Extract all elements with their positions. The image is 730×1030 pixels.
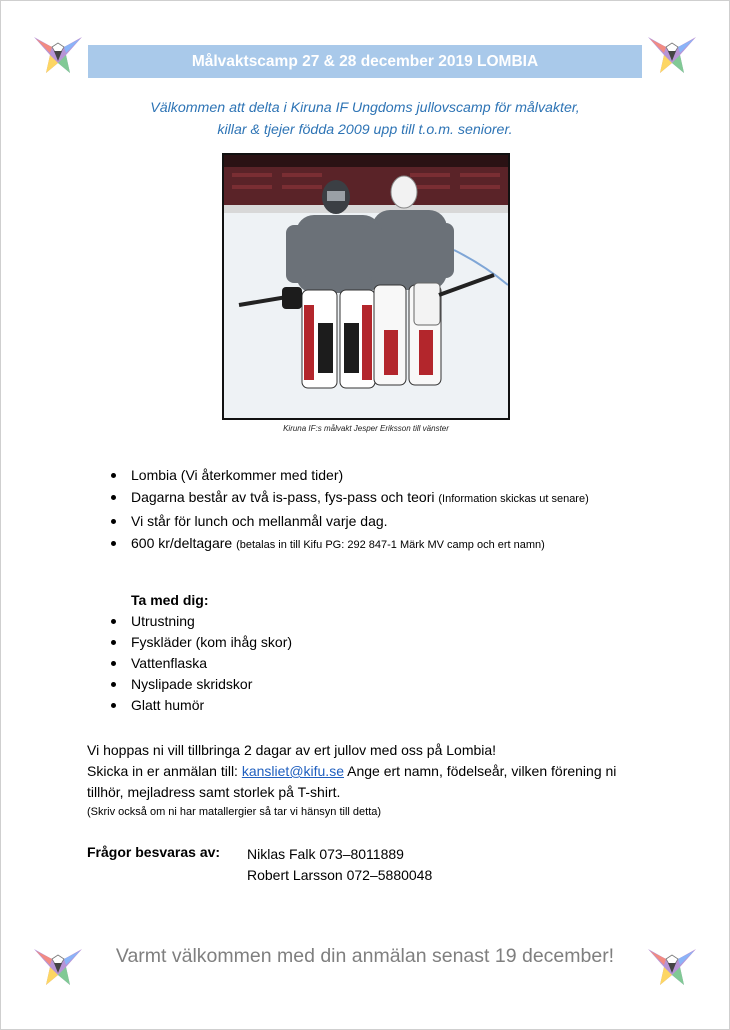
wolf-logo-icon xyxy=(644,945,700,991)
contacts-list xyxy=(247,844,432,886)
goalkeepers-photo xyxy=(222,153,510,420)
list-item: Vi står för lunch och mellanmål varje dag. xyxy=(111,511,641,532)
footer-text: Varmt välkommen med din anmälan senast 19 december! xyxy=(115,945,615,967)
contact-person: Robert Larsson 072–5880048 xyxy=(247,867,433,883)
welcome-line: Välkommen att delta i Kiruna IF Ungdoms jullovscamp för målvakter, xyxy=(150,100,580,116)
info-list xyxy=(111,465,641,557)
photo-caption: Kiruna IF:s målvakt Jesper Eriksson till vänster xyxy=(283,424,449,433)
wolf-logo-icon xyxy=(30,945,86,991)
wolf-logo-icon xyxy=(30,33,86,79)
contacts-label: Frågor besvaras av: xyxy=(87,844,221,860)
wolf-logo-icon xyxy=(644,33,700,79)
list-item: Lombia (Vi återkommer med tider) xyxy=(111,465,641,486)
list-item: Utrustning xyxy=(111,611,411,632)
list-item: Dagarna består av två is-pass, fys-pass och teori (Information skickas ut senare) xyxy=(111,487,641,510)
list-item: Fyskläder (kom ihåg skor) xyxy=(111,632,411,653)
list-item: Nyslipade skridskor xyxy=(111,674,411,695)
bring-list xyxy=(111,611,411,716)
list-item: Vattenflaska xyxy=(111,653,411,674)
bring-heading: Ta med dig: xyxy=(131,592,209,608)
contact-person: Niklas Falk 073–8011889 xyxy=(247,846,404,862)
page-title: Målvaktscamp 27 & 28 december 2019 LOMBIA xyxy=(88,45,642,78)
list-item: 600 kr/deltagare (betalas in till Kifu PG: 292 847-1 Märk MV camp och ert namn) xyxy=(111,533,641,556)
welcome-text xyxy=(60,97,670,141)
closing-paragraph: Vi hoppas ni vill tillbringa 2 dagar av ert jullov med oss på Lombia! Skicka in er anmälan till: kansliet@kifu.se Ange ert namn, födelseår, vilken förening ni tillhör, mejladress samt storlek på T-shirt. (Skriv också om ni har matallergier så tar vi hänsyn till detta) xyxy=(87,740,647,821)
goalkeepers-illustration xyxy=(224,155,508,418)
welcome-line: killar & tjejer födda 2009 upp till t.o.m. seniorer. xyxy=(217,122,513,138)
email-link[interactable]: kansliet@kifu.se xyxy=(241,763,344,779)
list-item: Glatt humör xyxy=(111,695,411,716)
allergy-note: (Skriv också om ni har matallergier så tar vi hänsyn till detta) xyxy=(87,806,382,818)
